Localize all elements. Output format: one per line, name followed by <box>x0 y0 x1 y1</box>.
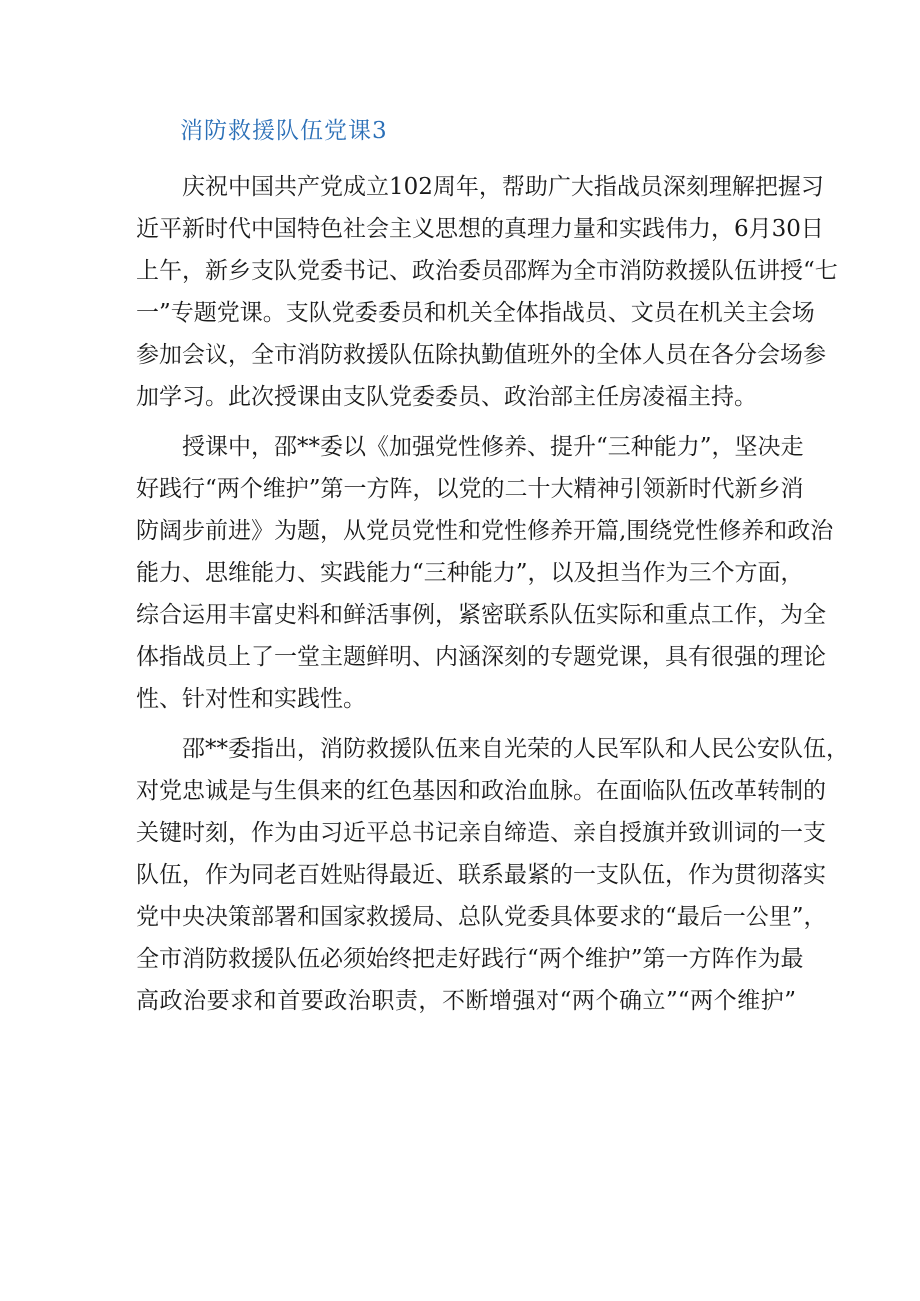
text-line: 对党忠诚是与生俱来的红色基因和政治血脉。在面临队伍改革转制的 <box>136 778 826 804</box>
text-line: 性、针对性和实践性。 <box>136 686 366 712</box>
paragraph-3 <box>136 728 849 1022</box>
text-line: 邵**委指出，消防救援队伍来自光荣的人民军队和人民公安队伍， <box>182 736 849 762</box>
text-line: 授课中，邵**委以《加强党性修养、提升“三种能力”，坚决走 <box>182 434 804 460</box>
text-line: 综合运用丰富史料和鲜活事例，紧密联系队伍实际和重点工作，为全 <box>136 602 826 628</box>
text-line: 能力、思维能力、实践能力“三种能力”，以及担当作为三个方面， <box>136 560 804 586</box>
document-title: 消防救援队伍党课3 <box>180 118 388 144</box>
text-line: 一”专题党课。支队党委委员和机关全体指战员、文员在机关主会场 <box>136 300 815 326</box>
text-line: 党中央决策部署和国家救援局、总队党委具体要求的“最后一公里”， <box>136 904 827 930</box>
text-line: 防阔步前进》为题，从党员党性和党性修养开篇,围绕党性修养和政治 <box>136 518 834 544</box>
text-line: 参加会议，全市消防救援队伍除执勤值班外的全体人员在各分会场参 <box>136 342 826 368</box>
text-line: 体指战员上了一堂主题鲜明、内涵深刻的专题党课，具有很强的理论 <box>136 644 826 670</box>
text-line: 高政治要求和首要政治职责，不断增强对“两个确立”“两个维护” <box>136 988 796 1014</box>
text-line: 近平新时代中国特色社会主义思想的真理力量和实践伟力，6月30日 <box>136 216 824 242</box>
paragraph-2 <box>136 426 834 720</box>
paragraph-1 <box>136 166 838 418</box>
text-line: 全市消防救援队伍必须始终把走好践行“两个维护”第一方阵作为最 <box>136 946 804 972</box>
document-body <box>136 166 849 1030</box>
text-line: 上午，新乡支队党委书记、政治委员邵辉为全市消防救援队伍讲授“七 <box>136 258 838 284</box>
text-line: 庆祝中国共产党成立102周年，帮助广大指战员深刻理解把握习 <box>182 174 824 200</box>
text-line: 关键时刻，作为由习近平总书记亲自缔造、亲自授旗并致训词的一支 <box>136 820 826 846</box>
text-line: 加学习。此次授课由支队党委委员、政治部主任房凌福主持。 <box>136 384 757 410</box>
text-line: 队伍，作为同老百姓贴得最近、联系最紧的一支队伍，作为贯彻落实 <box>136 862 826 888</box>
text-line: 好践行“两个维护”第一方阵，以党的二十大精神引领新时代新乡消 <box>136 476 804 502</box>
